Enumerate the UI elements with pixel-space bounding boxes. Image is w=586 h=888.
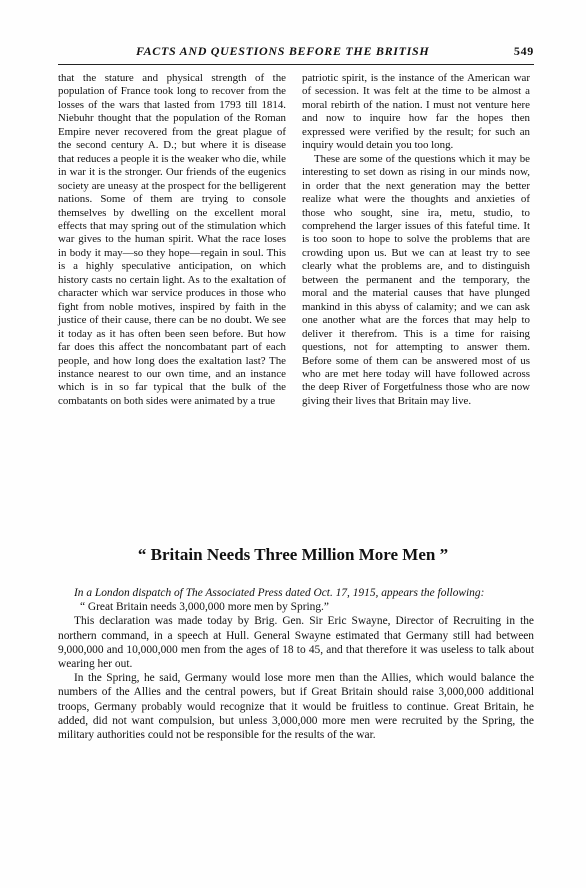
- right-column: [302, 72, 530, 408]
- right-column-paragraph-2: These are some of the questions which it may be interesting to set down as rising in our minds now, in order that the next generation may the better realize what were the thoughts and anxieties of those who sought, sine ira, metu, studio, to comprehend the larger issues of this fateful time. It is too soon to hope to solve the problems that are crowding upon us. But we can at least try to see clearly what the problems are, and to distinguish between the permanent and the temporary, the moral and the material causes that have plunged mankind in this abyss of calamity; and we can ask one another what are the forces that may help to deliver it therefrom. This is a time for raising questions, not for attempting to answer them. Before some of them can be answered most of us who are met here today will have followed across the deep River of Forgetfulness those who are now giving their lives that Britain may live.: [302, 152, 530, 407]
- body-paragraph-1: This declaration was made today by Brig. Gen. Sir Eric Swayne, Director of Recruiting in the northern command, in a speech at Hull. General Swayne estimated that Germany still had between 9,000,000 and 10,000,000 men from the ages of 18 to 45, and that therefore it was useless to talk about wearing her out.: [58, 615, 534, 671]
- quote-paragraph: “ Great Britain needs 3,000,000 more men by Spring.”: [80, 601, 329, 614]
- left-column: [58, 72, 286, 408]
- running-title: FACTS AND QUESTIONS BEFORE THE BRITISH: [136, 44, 430, 58]
- header-rule: [58, 64, 534, 65]
- left-column-paragraph: that the stature and physical strength of the population of France took long to recover from the losses of the wars that lasted from 1793 till 1814. Niebuhr thought that the population of the Roman Empire never recovered from the great plague of the second century A. D.; but where it is disease that reduces a people it is the weaker who die, while in war it is the stronger. Our friends of the eugenics society are uneasy at the prospect for the belligerent nations. Some of them are trying to console themselves by dwelling on the excellent moral effects that may spring out of the stimulation which war gives to the human spirit. What the race loses in body it may—so they hope—regain in soul. This is a highly speculative anticipation, on which history casts no certain light. As to the exaltation of character which war service produces in those who fight from noble motives, inspired by faith in the justice of their cause, there can be no doubt. We see it today as it has often been seen before. But how far does this affect the noncombatant part of each people, and how long does the exaltation last? The instance nearest to our own time, and an instance which is in so far typical that the bulk of the combatants on both sides were animated by a true: [58, 72, 286, 407]
- intro-paragraph: In a London dispatch of The Associated Press dated Oct. 17, 1915, appears the following:: [74, 587, 485, 599]
- running-header: [58, 42, 534, 62]
- page-number: 549: [513, 44, 534, 58]
- section-body: [58, 586, 534, 742]
- section-title: “ Britain Needs Three Million More Men ”: [137, 545, 449, 564]
- right-column-paragraph-1: patriotic spirit, is the instance of the American war of secession. It was felt at the time to be almost a moral rebirth of the nation. I must not venture here and now to inquire how far the hopes then expressed were verified by the result; for such an inquiry would detain you too long.: [302, 72, 530, 152]
- body-paragraph-2: In the Spring, he said, Germany would lose more men than the Allies, which would balance the numbers of the Allies and the central powers, but if Great Britain should raise 3,000,000 additional troops, Germany probably would recognize that it would be fruitless to continue. Great Britain, he added, did not want compulsion, but unless 3,000,000 more men were recruited by the Spring, the military authorities could not be responsible for the results of the war.: [58, 672, 534, 742]
